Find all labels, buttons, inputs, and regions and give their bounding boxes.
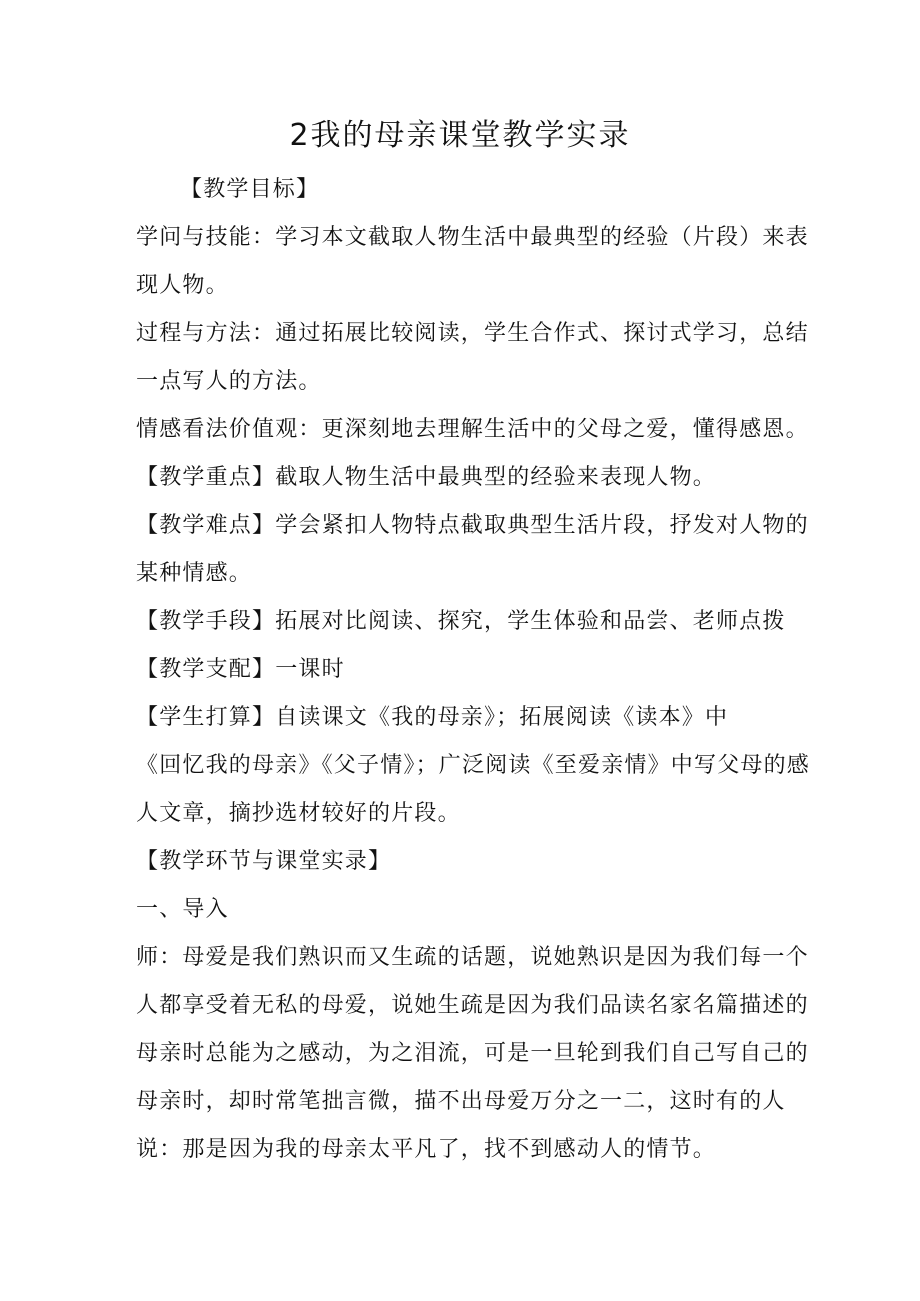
paragraph-process-methods: 过程与方法：通过拓展比较阅读，学生合作式、探讨式学习，总结一点写人的方法。 bbox=[136, 321, 809, 394]
paragraph-difficulties: 【教学难点】学会紧扣人物特点截取典型生活片段，抒发对人物的某种情感。 bbox=[136, 513, 809, 586]
paragraph-teacher-intro: 师：母爱是我们熟识而又生疏的话题，说她熟识是因为我们每一个人都享受着无私的母爱，说她生疏是因为我们品读名家名篇描述的母亲时总能为之感动，为之泪流，可是一旦轮到我们自己写自己的母亲时，却时常笔拙言微，描不出母爱万分之一二，这时有的人说：那是因为我的母亲太平凡了，找不到感动人的情节。 bbox=[136, 945, 809, 1162]
paragraph-arrangement: 【教学支配】一课时 bbox=[136, 657, 345, 682]
section-heading-objectives: 【教学目标】 bbox=[180, 177, 320, 202]
paragraph-teaching-means: 【教学手段】拓展对比阅读、探究，学生体验和品尝、老师点拨 bbox=[136, 609, 786, 634]
paragraph-preparation-line1: 【学生打算】自读课文《我的母亲》；拓展阅读《读本》中 bbox=[136, 705, 729, 730]
paragraph-key-points: 【教学重点】截取人物生活中最典型的经验来表现人物。 bbox=[136, 465, 717, 490]
section-heading-introduction: 一、导入 bbox=[136, 897, 229, 922]
paragraph-emotion-values: 情感看法价值观：更深刻地去理解生活中的父母之爱，懂得感恩。 bbox=[136, 417, 809, 442]
document-title: 2我的母亲课堂教学实录 bbox=[289, 118, 631, 153]
paragraph-preparation-line2: 《回忆我的母亲》《父子情》；广泛阅读《至爱亲情》中写父母的感人文章，摘抄选材较好的片段。 bbox=[136, 753, 811, 826]
paragraph-knowledge-skills: 学问与技能：学习本文截取人物生活中最典型的经验（片段）来表现人物。 bbox=[136, 225, 809, 298]
section-heading-process: 【教学环节与课堂实录】 bbox=[136, 849, 392, 874]
document-body bbox=[136, 166, 812, 1174]
